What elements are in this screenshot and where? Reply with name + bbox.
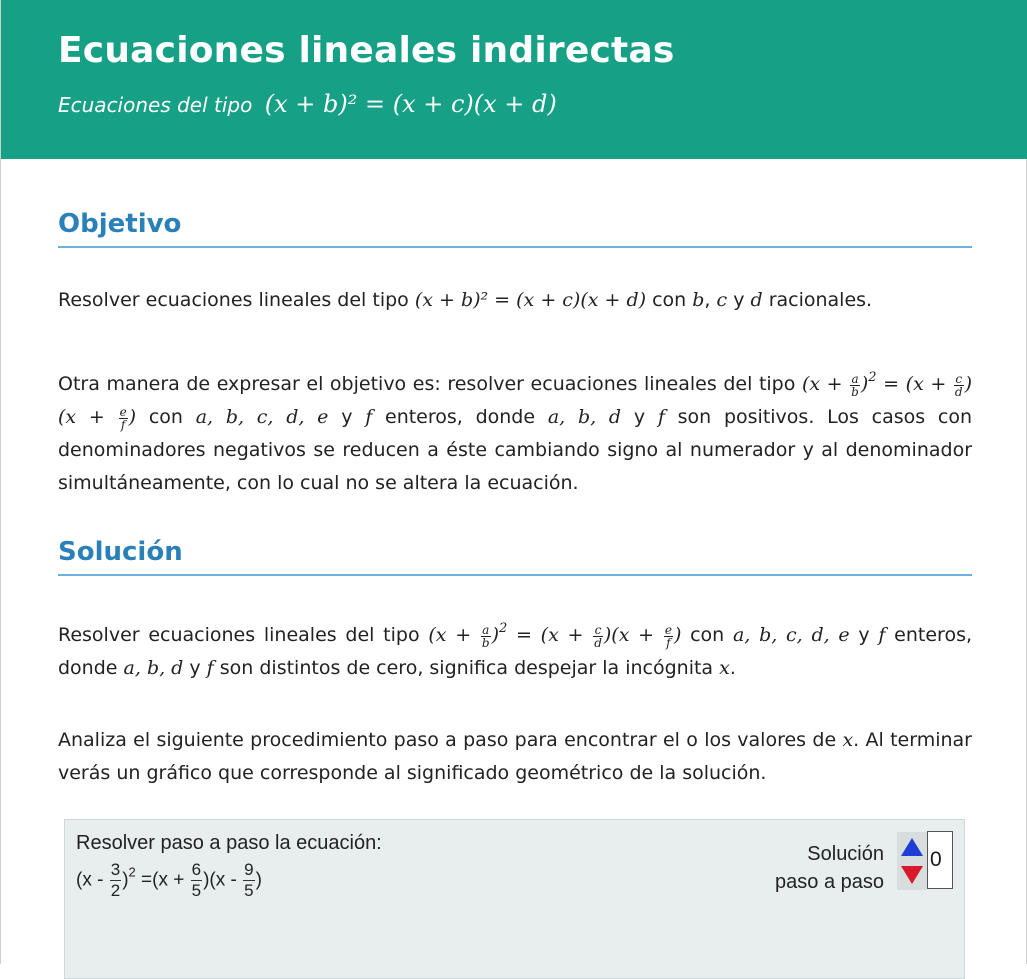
arrow-down-icon bbox=[901, 866, 923, 884]
arrow-up-icon bbox=[901, 838, 923, 856]
solucion-paragraph-1: Resolver ecuaciones lineales del tipo (x + $\frac{a}{b}$ )$^2$ = (x + $\frac{c}{d}$ )(x + $\frac{e}{f}$ ) con a, b, c, d, e y f enteros, donde a, b, d y f son distintos de cero, significa despejar la incógnita x. bbox=[58, 621, 973, 679]
step-decrement-button[interactable] bbox=[897, 861, 927, 890]
page-title: Ecuaciones lineales indirectas bbox=[58, 30, 675, 71]
formula: (x + $\frac{a}{b}$ )$^2$ = (x + $\frac{c}{d}$ )(x + $\frac{e}{f}$ ) bbox=[428, 621, 682, 650]
step-increment-button[interactable] bbox=[897, 832, 927, 861]
subtitle-text: Ecuaciones del tipo bbox=[58, 93, 253, 117]
step-value-field[interactable]: 0 bbox=[927, 831, 953, 889]
formula: (x + $\frac{a}{b}$ )$^2$ = (x + $\frac{c}{d}$ )(x + $\frac{e}{f}$ ) bbox=[58, 370, 972, 432]
subtitle-formula: (x + b)² = (x + c)(x + d) bbox=[264, 90, 557, 118]
solution-step-label: Solución paso a paso bbox=[775, 843, 884, 893]
applet-equation: (x - $\frac{3}{2}$ )$^2$ =(x + $\frac{6}{5}$ )(x - $\frac{9}{5}$ ) bbox=[76, 860, 262, 900]
solucion-paragraph-2: Analiza el siguiente procedimiento paso a paso para encontrar el o los valores de x. Al terminar verás un gráfico que corresponde al significado geométrico de la solución. bbox=[58, 729, 972, 784]
page-header bbox=[1, 0, 1027, 159]
page-subtitle bbox=[58, 90, 557, 118]
section-divider bbox=[58, 574, 972, 576]
step-spinner bbox=[897, 832, 927, 890]
section-divider bbox=[58, 246, 972, 248]
step-by-step-applet bbox=[64, 819, 965, 979]
section-title-objetivo: Objetivo bbox=[58, 209, 182, 239]
objetivo-paragraph-1: Resolver ecuaciones lineales del tipo (x + b)² = (x + c)(x + d) con b, c y d racionales. bbox=[58, 289, 873, 311]
section-title-solucion: Solución bbox=[58, 537, 183, 567]
formula: (x + b)² = (x + c)(x + d) bbox=[414, 289, 647, 311]
objetivo-paragraph-2: Otra manera de expresar el objetivo es: resolver ecuaciones lineales del tipo (x + $\frac{a}{b}$ )$^2$ = (x + $\frac{c}{d}$ )(x + $\frac{e}{f}$ ) con a, b, c, d, e y f enteros, donde a, b, d y f son positivos. Los casos con denominadores negativos se reducen a éste cambiando signo al numerador y al denominador simultáneamente, con lo cual no se altera la ecuación. bbox=[58, 370, 973, 494]
applet-instruction: Resolver paso a paso la ecuación: bbox=[76, 832, 382, 854]
